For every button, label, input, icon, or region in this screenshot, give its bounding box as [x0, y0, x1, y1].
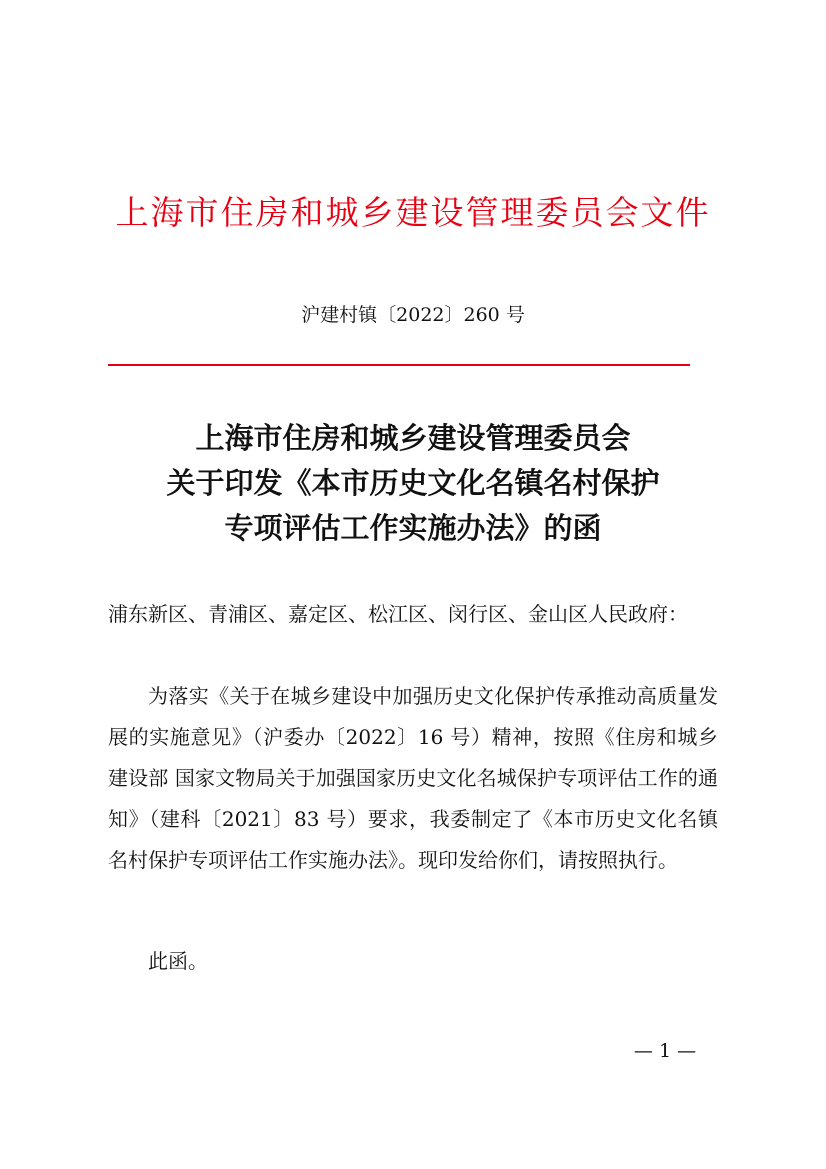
body-paragraph: 为落实《关于在城乡建设中加强历史文化保护传承推动高质量发展的实施意见》（沪委办〔2022〕16 号）精神，按照《住房和城乡建设部 国家文物局关于加强国家历史文化名城保护专项评估工作的通知》（建科〔2021〕83 号）要求，我委制定了《本市历史文化名镇名村保护专项评估工作实施办法》。现印发给你们，请按照执行。	[108, 684, 718, 872]
page-number: — 1 —	[633, 1040, 697, 1062]
recipients: 浦东新区、青浦区、嘉定区、松江区、闵行区、金山区人民政府：	[108, 602, 688, 626]
red-separator-line	[108, 364, 690, 366]
closing-text: 此函。	[148, 949, 208, 973]
document-number: 沪建村镇〔2022〕260 号	[301, 304, 525, 326]
title-line-3: 专项评估工作实施办法》的函	[224, 511, 602, 545]
title-line-2: 关于印发《本市历史文化名镇名村保护	[166, 466, 660, 500]
issuing-authority-header: 上海市住房和城乡建设管理委员会文件	[115, 193, 711, 232]
title-line-1: 上海市住房和城乡建设管理委员会	[195, 421, 631, 455]
document-title	[0, 416, 826, 551]
